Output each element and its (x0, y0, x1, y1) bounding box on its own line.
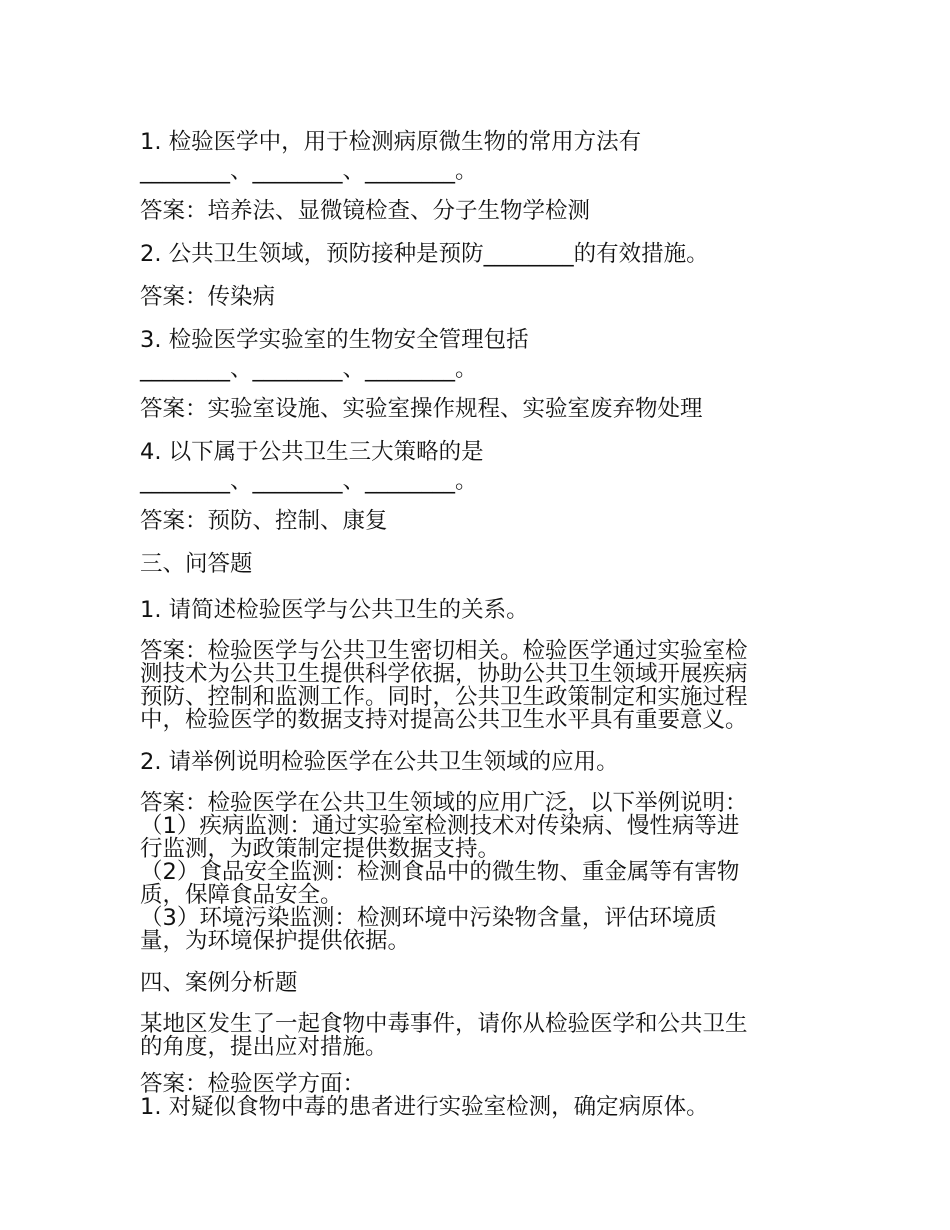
answer-3: 答案：实验室设施、实验室操作规程、实验室废弃物处理 (140, 396, 703, 422)
qa-question-1: 1. 请简述检验医学与公共卫生的关系。 (140, 597, 529, 623)
qa-answer-2-line: 行监测，为政策制定提供数据支持。 (140, 836, 501, 862)
question-3: 3. 检验医学实验室的生物安全管理包括 (140, 327, 529, 353)
question-1: 1. 检验医学中，用于检测病原微生物的常用方法有 (140, 129, 642, 155)
answer-4: 答案：预防、控制、康复 (140, 508, 388, 534)
section-heading-qa: 三、问答题 (140, 551, 253, 577)
answer-1: 答案：培养法、显微镜检查、分子生物学检测 (140, 198, 591, 224)
qa-answer-2-line: （2）食品安全监测：检测食品中的微生物、重金属等有害物 (140, 859, 740, 885)
document-page (140, 126, 820, 1119)
qa-answer-1-line: 预防、控制和监测工作。同时，公共卫生政策制定和实施过程 (140, 684, 748, 710)
qa-question-2: 2. 请举例说明检验医学在公共卫生领域的应用。 (140, 749, 619, 775)
qa-answer-1-line: 测技术为公共卫生提供科学依据，协助公共卫生领域开展疾病 (140, 661, 748, 687)
qa-answer-2-line: 量，为环境保护提供依据。 (140, 928, 411, 954)
qa-answer-1-line: 答案：检验医学与公共卫生密切相关。检验医学通过实验室检 (140, 638, 748, 664)
case-answer (140, 1073, 820, 1119)
qa-answer-1-line: 中，检验医学的数据支持对提高公共卫生水平具有重要意义。 (140, 707, 748, 733)
qa-answer-2-line: （3）环境污染监测：检测环境中污染物含量，评估环境质 (140, 905, 717, 931)
case-line: 的角度，提出应对措施。 (140, 1034, 388, 1060)
case-line: 某地区发生了一起食物中毒事件，请你从检验医学和公共卫生 (140, 1011, 748, 1037)
qa-answer-2-line: （1）疾病监测：通过实验室检测技术对传染病、慢性病等进 (140, 813, 740, 839)
case-answer-line: 1. 对疑似食物中毒的患者进行实验室检测，确定病原体。 (140, 1094, 709, 1120)
case-description (140, 1013, 820, 1059)
qa-answer-2-line: 质，保障食品安全。 (140, 882, 343, 908)
qa-answer-2 (140, 792, 820, 953)
section-heading-case: 四、案例分析题 (140, 970, 298, 996)
question-4: 4. 以下属于公共卫生三大策略的是 (140, 439, 484, 465)
question-4-blanks: ________、________、________。 (140, 468, 478, 494)
question-2: 2. 公共卫生领域，预防接种是预防________的有效措施。 (140, 241, 709, 267)
answer-2: 答案：传染病 (140, 284, 276, 310)
case-answer-line: 答案：检验医学方面： (140, 1071, 366, 1097)
qa-answer-2-line: 答案：检验医学在公共卫生领域的应用广泛，以下举例说明： (140, 790, 748, 816)
question-1-blanks: ________、________、________。 (140, 158, 478, 184)
qa-answer-1 (140, 640, 820, 732)
question-3-blanks: ________、________、________。 (140, 356, 478, 382)
